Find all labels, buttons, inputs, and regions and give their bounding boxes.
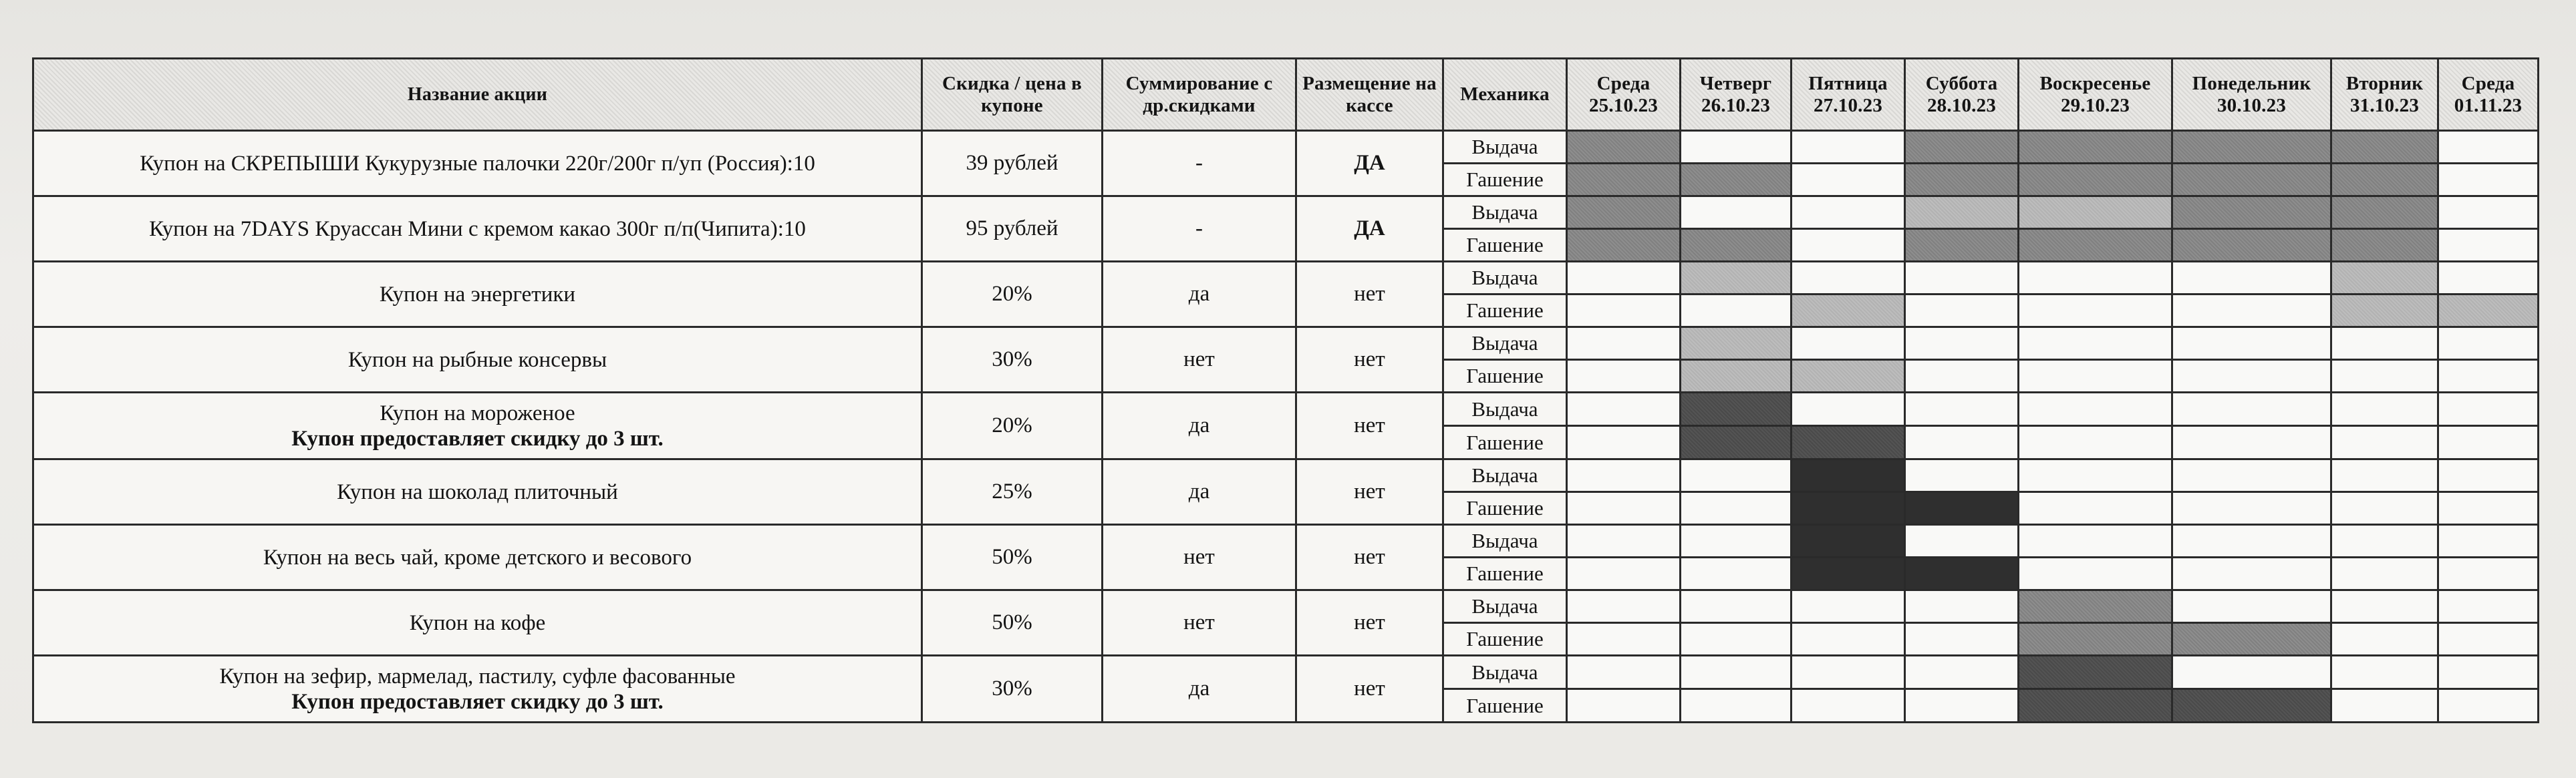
day-date: 31.10.23	[2349, 94, 2420, 116]
promotion-name-cell	[33, 196, 922, 262]
header-summation: Суммирование с др.скидками	[1103, 59, 1296, 131]
placement-cell: нет	[1296, 525, 1443, 590]
schedule-cell-redeem-day-2	[1681, 689, 1792, 723]
promotion-name-cell	[33, 262, 922, 327]
day-date: 27.10.23	[1813, 94, 1883, 116]
header-discount: Скидка / цена в купоне	[922, 59, 1103, 131]
promotion-note: Купон предоставляет скидку до 3 шт.	[291, 426, 664, 451]
schedule-cell-redeem-day-5	[2019, 623, 2172, 656]
schedule-cell-issue-day-1	[1567, 590, 1681, 623]
schedule-cell-issue-day-4	[1905, 459, 2019, 492]
schedule-cell-issue-day-4	[1905, 131, 2019, 164]
schedule-cell-redeem-day-4	[1905, 426, 2019, 459]
mechanic-issue-label: Выдача	[1443, 459, 1567, 492]
schedule-cell-redeem-day-8	[2438, 623, 2539, 656]
mechanic-redeem-label: Гашение	[1443, 492, 1567, 525]
schedule-cell-redeem-day-5	[2019, 360, 2172, 393]
schedule-cell-redeem-day-7	[2331, 623, 2438, 656]
schedule-cell-issue-day-5	[2019, 196, 2172, 229]
schedule-cell-issue-day-4	[1905, 262, 2019, 295]
promotion-schedule-table	[32, 57, 2539, 723]
schedule-cell-redeem-day-2	[1681, 492, 1792, 525]
schedule-cell-redeem-day-5	[2019, 164, 2172, 196]
mechanic-issue-label: Выдача	[1443, 327, 1567, 360]
schedule-cell-redeem-day-6	[2172, 623, 2331, 656]
schedule-cell-redeem-day-7	[2331, 229, 2438, 262]
schedule-cell-issue-day-1	[1567, 196, 1681, 229]
schedule-cell-redeem-day-2	[1681, 426, 1792, 459]
schedule-cell-redeem-day-7	[2331, 164, 2438, 196]
schedule-cell-issue-day-7	[2331, 459, 2438, 492]
header-day-2	[1681, 59, 1792, 131]
schedule-cell-redeem-day-3	[1792, 229, 1905, 262]
schedule-cell-redeem-day-5	[2019, 492, 2172, 525]
schedule-cell-redeem-day-8	[2438, 164, 2539, 196]
schedule-cell-issue-day-1	[1567, 262, 1681, 295]
schedule-cell-issue-day-1	[1567, 393, 1681, 426]
promotion-name-cell	[33, 525, 922, 590]
schedule-cell-issue-day-2	[1681, 196, 1792, 229]
schedule-cell-redeem-day-4	[1905, 558, 2019, 590]
table-row	[33, 656, 2539, 689]
placement-cell: ДА	[1296, 196, 1443, 262]
schedule-cell-issue-day-6	[2172, 459, 2331, 492]
schedule-cell-issue-day-6	[2172, 656, 2331, 689]
schedule-cell-issue-day-8	[2438, 393, 2539, 426]
discount-cell: 30%	[922, 327, 1103, 393]
discount-cell: 50%	[922, 525, 1103, 590]
discount-cell: 30%	[922, 656, 1103, 723]
schedule-cell-redeem-day-3	[1792, 689, 1905, 723]
table-row	[33, 262, 2539, 295]
promotion-name-cell	[33, 656, 922, 723]
promotion-name: Купон на шоколад плиточный	[337, 479, 618, 504]
table-row	[33, 590, 2539, 623]
schedule-cell-redeem-day-3	[1792, 492, 1905, 525]
schedule-cell-issue-day-2	[1681, 459, 1792, 492]
mechanic-issue-label: Выдача	[1443, 262, 1567, 295]
schedule-cell-redeem-day-3	[1792, 360, 1905, 393]
table-row	[33, 459, 2539, 492]
schedule-cell-issue-day-1	[1567, 656, 1681, 689]
schedule-cell-issue-day-5	[2019, 131, 2172, 164]
schedule-cell-issue-day-3	[1792, 131, 1905, 164]
schedule-cell-redeem-day-2	[1681, 558, 1792, 590]
schedule-cell-redeem-day-5	[2019, 426, 2172, 459]
promotion-name-cell	[33, 327, 922, 393]
schedule-cell-issue-day-8	[2438, 590, 2539, 623]
schedule-cell-redeem-day-6	[2172, 426, 2331, 459]
placement-cell: ДА	[1296, 131, 1443, 196]
mechanic-issue-label: Выдача	[1443, 590, 1567, 623]
promotion-name: Купон на СКРЕПЫШИ Кукурузные палочки 220г/200г п/уп (Россия):10	[140, 151, 815, 176]
mechanic-redeem-label: Гашение	[1443, 360, 1567, 393]
schedule-cell-issue-day-5	[2019, 656, 2172, 689]
promotion-name-cell	[33, 393, 922, 459]
summation-cell: да	[1103, 459, 1296, 525]
schedule-cell-issue-day-5	[2019, 590, 2172, 623]
placement-cell: нет	[1296, 393, 1443, 459]
schedule-cell-issue-day-4	[1905, 656, 2019, 689]
schedule-cell-redeem-day-5	[2019, 558, 2172, 590]
schedule-cell-issue-day-3	[1792, 459, 1905, 492]
schedule-cell-redeem-day-6	[2172, 164, 2331, 196]
schedule-cell-redeem-day-2	[1681, 229, 1792, 262]
day-date: 25.10.23	[1588, 94, 1659, 116]
table-row	[33, 525, 2539, 558]
schedule-cell-redeem-day-8	[2438, 492, 2539, 525]
promotion-name-cell	[33, 459, 922, 525]
header-day-3	[1792, 59, 1905, 131]
schedule-cell-issue-day-7	[2331, 393, 2438, 426]
schedule-cell-issue-day-2	[1681, 525, 1792, 558]
mechanic-redeem-label: Гашение	[1443, 164, 1567, 196]
schedule-cell-issue-day-2	[1681, 656, 1792, 689]
schedule-cell-redeem-day-1	[1567, 360, 1681, 393]
promotion-name: Купон на мороженое	[380, 401, 575, 425]
promotion-name: Купон на рыбные консервы	[347, 347, 607, 372]
schedule-cell-issue-day-2	[1681, 262, 1792, 295]
day-date: 26.10.23	[1701, 94, 1771, 116]
day-date: 30.10.23	[2216, 94, 2287, 116]
placement-cell: нет	[1296, 656, 1443, 723]
mechanic-redeem-label: Гашение	[1443, 689, 1567, 723]
summation-cell: да	[1103, 656, 1296, 723]
schedule-cell-issue-day-7	[2331, 590, 2438, 623]
promotion-name-cell	[33, 131, 922, 196]
summation-cell: -	[1103, 196, 1296, 262]
placement-cell: нет	[1296, 590, 1443, 656]
promotion-name-cell	[33, 590, 922, 656]
discount-cell: 25%	[922, 459, 1103, 525]
schedule-cell-redeem-day-6	[2172, 229, 2331, 262]
schedule-cell-redeem-day-8	[2438, 689, 2539, 723]
schedule-cell-issue-day-7	[2331, 327, 2438, 360]
schedule-cell-redeem-day-6	[2172, 689, 2331, 723]
mechanic-redeem-label: Гашение	[1443, 426, 1567, 459]
schedule-cell-redeem-day-4	[1905, 164, 2019, 196]
promotion-note: Купон предоставляет скидку до 3 шт.	[291, 689, 664, 714]
schedule-cell-redeem-day-4	[1905, 623, 2019, 656]
schedule-cell-issue-day-8	[2438, 262, 2539, 295]
table-row	[33, 393, 2539, 426]
schedule-cell-issue-day-8	[2438, 196, 2539, 229]
header-day-5	[2019, 59, 2172, 131]
schedule-cell-redeem-day-6	[2172, 492, 2331, 525]
schedule-cell-redeem-day-4	[1905, 360, 2019, 393]
schedule-cell-redeem-day-4	[1905, 229, 2019, 262]
schedule-cell-issue-day-3	[1792, 590, 1905, 623]
summation-cell: нет	[1103, 525, 1296, 590]
day-name: Пятница	[1808, 72, 1888, 94]
day-name: Вторник	[2345, 72, 2424, 94]
day-name: Суббота	[1925, 72, 1998, 94]
placement-cell: нет	[1296, 262, 1443, 327]
schedule-cell-redeem-day-1	[1567, 229, 1681, 262]
schedule-cell-issue-day-5	[2019, 525, 2172, 558]
header-placement: Размещение на кассе	[1296, 59, 1443, 131]
header-day-4	[1905, 59, 2019, 131]
table-body	[33, 131, 2539, 723]
schedule-cell-redeem-day-7	[2331, 426, 2438, 459]
mechanic-redeem-label: Гашение	[1443, 558, 1567, 590]
schedule-cell-issue-day-4	[1905, 590, 2019, 623]
summation-cell: нет	[1103, 327, 1296, 393]
summation-cell: да	[1103, 393, 1296, 459]
schedule-cell-redeem-day-4	[1905, 689, 2019, 723]
schedule-cell-issue-day-3	[1792, 656, 1905, 689]
mechanic-redeem-label: Гашение	[1443, 229, 1567, 262]
schedule-cell-redeem-day-6	[2172, 558, 2331, 590]
schedule-cell-issue-day-8	[2438, 525, 2539, 558]
schedule-cell-issue-day-7	[2331, 196, 2438, 229]
discount-cell: 20%	[922, 393, 1103, 459]
schedule-cell-issue-day-4	[1905, 327, 2019, 360]
placement-cell: нет	[1296, 459, 1443, 525]
schedule-cell-issue-day-2	[1681, 327, 1792, 360]
schedule-cell-issue-day-5	[2019, 327, 2172, 360]
day-name: Воскресенье	[2039, 72, 2151, 94]
schedule-cell-issue-day-6	[2172, 327, 2331, 360]
schedule-cell-issue-day-1	[1567, 459, 1681, 492]
discount-cell: 95 рублей	[922, 196, 1103, 262]
promotion-name: Купон на кофе	[409, 610, 546, 635]
schedule-cell-issue-day-7	[2331, 131, 2438, 164]
discount-cell: 20%	[922, 262, 1103, 327]
header-day-1	[1567, 59, 1681, 131]
schedule-cell-issue-day-6	[2172, 393, 2331, 426]
schedule-cell-issue-day-3	[1792, 327, 1905, 360]
header-day-7	[2331, 59, 2438, 131]
discount-cell: 50%	[922, 590, 1103, 656]
schedule-cell-redeem-day-6	[2172, 360, 2331, 393]
schedule-cell-redeem-day-7	[2331, 689, 2438, 723]
day-date: 01.11.23	[2454, 94, 2523, 116]
schedule-cell-redeem-day-1	[1567, 558, 1681, 590]
schedule-cell-issue-day-1	[1567, 327, 1681, 360]
schedule-cell-redeem-day-7	[2331, 492, 2438, 525]
schedule-cell-redeem-day-1	[1567, 492, 1681, 525]
schedule-cell-issue-day-1	[1567, 525, 1681, 558]
mechanic-issue-label: Выдача	[1443, 131, 1567, 164]
schedule-cell-issue-day-5	[2019, 393, 2172, 426]
header-day-8	[2438, 59, 2539, 131]
promotion-name: Купон на весь чай, кроме детского и весового	[263, 545, 692, 570]
schedule-cell-issue-day-5	[2019, 262, 2172, 295]
promotion-name: Купон на 7DAYS Круассан Мини с кремом какао 300г п/п(Чипита):10	[149, 216, 806, 241]
schedule-cell-issue-day-4	[1905, 196, 2019, 229]
day-date: 29.10.23	[2060, 94, 2130, 116]
schedule-cell-redeem-day-3	[1792, 295, 1905, 327]
schedule-cell-redeem-day-2	[1681, 360, 1792, 393]
schedule-cell-issue-day-2	[1681, 131, 1792, 164]
schedule-cell-redeem-day-7	[2331, 295, 2438, 327]
schedule-cell-redeem-day-1	[1567, 164, 1681, 196]
schedule-cell-issue-day-2	[1681, 393, 1792, 426]
mechanic-issue-label: Выдача	[1443, 393, 1567, 426]
schedule-cell-redeem-day-4	[1905, 295, 2019, 327]
schedule-cell-redeem-day-1	[1567, 426, 1681, 459]
schedule-cell-issue-day-6	[2172, 590, 2331, 623]
day-name: Среда	[2461, 72, 2515, 94]
header-row	[33, 59, 2539, 131]
schedule-cell-issue-day-1	[1567, 131, 1681, 164]
schedule-cell-redeem-day-8	[2438, 558, 2539, 590]
schedule-cell-redeem-day-5	[2019, 229, 2172, 262]
schedule-cell-redeem-day-8	[2438, 360, 2539, 393]
schedule-cell-issue-day-7	[2331, 656, 2438, 689]
schedule-cell-issue-day-5	[2019, 459, 2172, 492]
schedule-cell-redeem-day-5	[2019, 689, 2172, 723]
table-row	[33, 327, 2539, 360]
schedule-cell-issue-day-3	[1792, 393, 1905, 426]
schedule-cell-redeem-day-4	[1905, 492, 2019, 525]
day-date: 28.10.23	[1926, 94, 1997, 116]
schedule-cell-redeem-day-3	[1792, 164, 1905, 196]
schedule-cell-redeem-day-7	[2331, 558, 2438, 590]
schedule-cell-redeem-day-3	[1792, 426, 1905, 459]
schedule-cell-issue-day-3	[1792, 196, 1905, 229]
header-day-6	[2172, 59, 2331, 131]
schedule-cell-issue-day-8	[2438, 459, 2539, 492]
schedule-cell-redeem-day-3	[1792, 623, 1905, 656]
promotion-name: Купон на зефир, мармелад, пастилу, суфле фасованные	[219, 664, 736, 689]
schedule-cell-redeem-day-1	[1567, 689, 1681, 723]
schedule-cell-redeem-day-2	[1681, 164, 1792, 196]
schedule-cell-issue-day-7	[2331, 525, 2438, 558]
day-name: Среда	[1596, 72, 1651, 94]
summation-cell: да	[1103, 262, 1296, 327]
table-row	[33, 131, 2539, 164]
schedule-cell-redeem-day-2	[1681, 295, 1792, 327]
table-row	[33, 196, 2539, 229]
schedule-cell-issue-day-7	[2331, 262, 2438, 295]
schedule-cell-redeem-day-3	[1792, 558, 1905, 590]
schedule-cell-issue-day-6	[2172, 525, 2331, 558]
schedule-cell-redeem-day-5	[2019, 295, 2172, 327]
mechanic-issue-label: Выдача	[1443, 196, 1567, 229]
mechanic-redeem-label: Гашение	[1443, 623, 1567, 656]
mechanic-issue-label: Выдача	[1443, 525, 1567, 558]
mechanic-issue-label: Выдача	[1443, 656, 1567, 689]
schedule-cell-issue-day-3	[1792, 525, 1905, 558]
schedule-cell-issue-day-4	[1905, 393, 2019, 426]
schedule-cell-issue-day-3	[1792, 262, 1905, 295]
schedule-cell-redeem-day-6	[2172, 295, 2331, 327]
schedule-cell-redeem-day-8	[2438, 229, 2539, 262]
schedule-cell-issue-day-8	[2438, 327, 2539, 360]
discount-cell: 39 рублей	[922, 131, 1103, 196]
promotion-name: Купон на энергетики	[379, 282, 576, 307]
day-name: Понедельник	[2192, 72, 2311, 94]
summation-cell: -	[1103, 131, 1296, 196]
mechanic-redeem-label: Гашение	[1443, 295, 1567, 327]
schedule-cell-redeem-day-8	[2438, 295, 2539, 327]
schedule-cell-redeem-day-8	[2438, 426, 2539, 459]
schedule-cell-issue-day-6	[2172, 131, 2331, 164]
schedule-cell-redeem-day-1	[1567, 295, 1681, 327]
day-name: Четверг	[1699, 72, 1772, 94]
schedule-cell-issue-day-8	[2438, 656, 2539, 689]
schedule-cell-issue-day-2	[1681, 590, 1792, 623]
header-promotion-name: Название акции	[33, 59, 922, 131]
schedule-cell-redeem-day-1	[1567, 623, 1681, 656]
schedule-cell-redeem-day-7	[2331, 360, 2438, 393]
schedule-cell-issue-day-6	[2172, 262, 2331, 295]
schedule-cell-issue-day-6	[2172, 196, 2331, 229]
schedule-cell-issue-day-8	[2438, 131, 2539, 164]
schedule-cell-issue-day-4	[1905, 525, 2019, 558]
header-mechanics: Механика	[1443, 59, 1567, 131]
schedule-cell-redeem-day-2	[1681, 623, 1792, 656]
placement-cell: нет	[1296, 327, 1443, 393]
summation-cell: нет	[1103, 590, 1296, 656]
